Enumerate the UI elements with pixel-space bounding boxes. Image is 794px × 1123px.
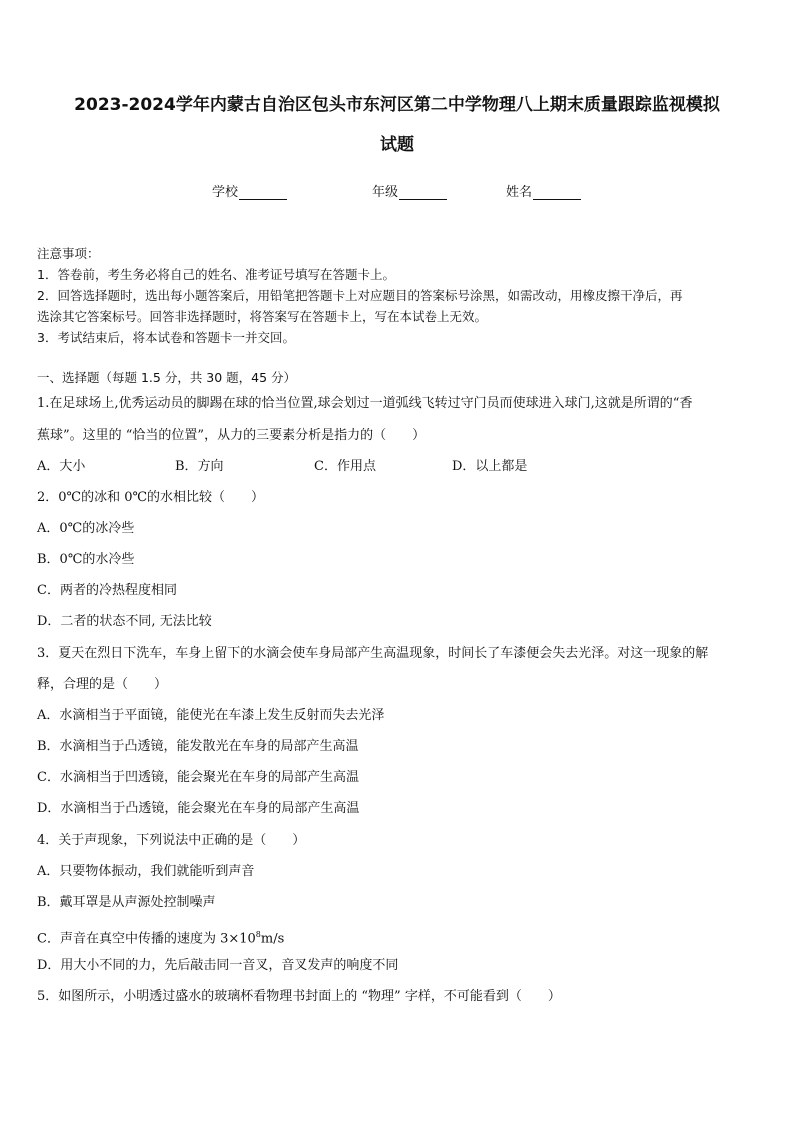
question-2-option-d: D．二者的状态不同, 无法比较 xyxy=(37,614,212,629)
notes-item-2a: 2．回答选择题时，选出每小题答案后，用铅笔把答题卡上对应题目的答案标号涂黑，如需改动，用橡皮擦干净后，再 xyxy=(37,288,683,303)
question-2: 2．0℃的冰和 0℃的水相比较（ ） xyxy=(37,490,265,505)
question-1-line1: 1.在足球场上,优秀运动员的脚踢在球的恰当位置,球会划过一道弧线飞转过守门员而使球进入球门,这就是所谓的“香 xyxy=(37,396,693,411)
student-info-row xyxy=(0,181,794,201)
question-4-option-c-exponent: 8 xyxy=(255,930,261,939)
notes-item-3: 3．考试结束后，将本试卷和答题卡一并交回。 xyxy=(37,330,295,345)
question-1-option-c: C．作用点 xyxy=(314,459,376,474)
exam-title-line1: 2023-2024学年内蒙古自治区包头市东河区第二中学物理八上期末质量跟踪监视模拟 xyxy=(74,95,720,115)
school-label: 学校 xyxy=(212,185,239,200)
question-3-line1: 3．夏天在烈日下洗车，车身上留下的水滴会使车身局部产生高温现象，时间长了车漆便会失去光泽。对这一现象的解 xyxy=(37,646,709,661)
question-1-line2: 蕉球”。这里的 “恰当的位置”，从力的三要素分析是指力的（ ） xyxy=(37,428,426,443)
question-3-option-d: D．水滴相当于凸透镜，能会聚光在车身的局部产生高温 xyxy=(37,801,360,816)
notes-item-2b: 选涂其它答案标号。回答非选择题时，将答案写在答题卡上，写在本试卷上无效。 xyxy=(37,309,488,324)
section-heading: 一、选择题（每题 1.5 分，共 30 题，45 分） xyxy=(37,370,297,385)
name-field xyxy=(506,181,581,200)
question-3-option-c: C．水滴相当于凹透镜，能会聚光在车身的局部产生高温 xyxy=(37,770,359,785)
question-1-option-d: D．以上都是 xyxy=(452,459,528,474)
question-1-option-b: B．方向 xyxy=(175,459,224,474)
exam-title-line2: 试题 xyxy=(380,135,414,155)
notes-heading: 注意事项： xyxy=(37,246,100,261)
question-4-option-d: D．用大小不同的力，先后敲击同一音叉，音叉发声的响度不同 xyxy=(37,958,399,973)
question-4-option-a: A．只要物体振动，我们就能听到声音 xyxy=(37,864,255,879)
question-2-option-b: B．0℃的水冷些 xyxy=(37,552,135,567)
question-3-option-b: B．水滴相当于凸透镜，能发散光在车身的局部产生高温 xyxy=(37,739,359,754)
school-field xyxy=(212,181,287,200)
question-5: 5．如图所示，小明透过盛水的玻璃杯看物理书封面上的 “物理” 字样，不可能看到（ ） xyxy=(37,989,561,1004)
question-2-option-a: A．0℃的冰冷些 xyxy=(37,521,135,536)
name-label: 姓名 xyxy=(506,185,533,200)
school-blank xyxy=(239,185,287,200)
name-blank xyxy=(533,185,581,200)
notes-item-1: 1．答卷前，考生务必将自己的姓名、准考证号填写在答题卡上。 xyxy=(37,267,395,282)
question-4-option-b: B．戴耳罩是从声源处控制噪声 xyxy=(37,895,216,910)
question-1-option-a: A．大小 xyxy=(37,459,86,474)
grade-field xyxy=(372,181,447,200)
question-4-option-c-text: C．声音在真空中传播的速度为 3×10 xyxy=(37,931,256,947)
grade-blank xyxy=(399,185,447,200)
question-4-option-c xyxy=(37,926,284,948)
grade-label: 年级 xyxy=(372,185,399,200)
question-4-option-c-unit: m/s xyxy=(260,931,285,947)
question-3-line2: 释，合理的是（ ） xyxy=(37,677,168,692)
question-3-option-a: A．水滴相当于平面镜，能使光在车漆上发生反射而失去光泽 xyxy=(37,708,385,723)
question-4: 4．关于声现象，下列说法中正确的是（ ） xyxy=(37,833,306,848)
question-2-option-c: C．两者的冷热程度相同 xyxy=(37,583,177,598)
